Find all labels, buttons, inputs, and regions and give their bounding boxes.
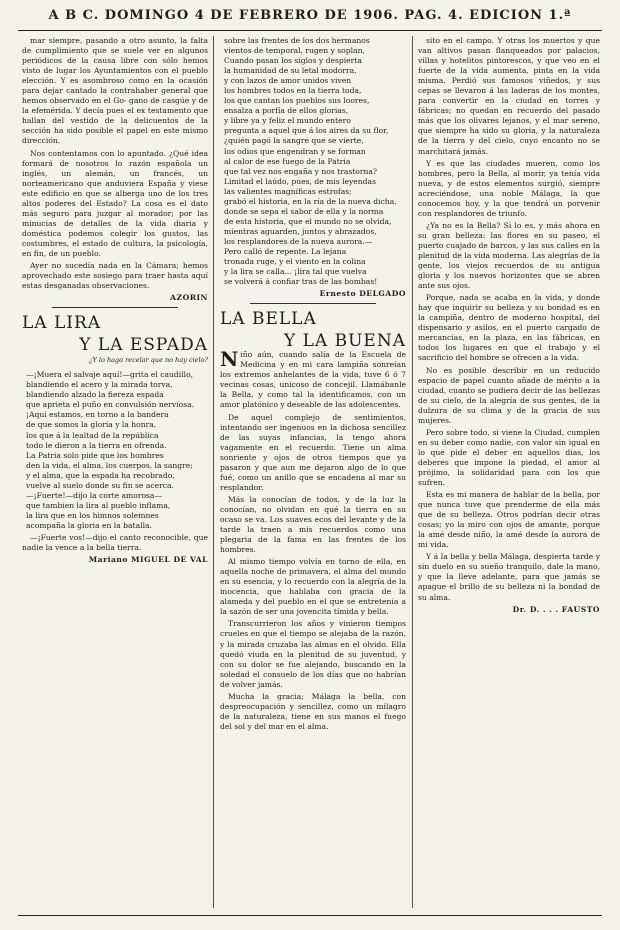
article-paragraph: Más la conocían de todos, y de la luz la conocían, no olvidan en qué la tierra en su ocaso se va. Los suaves ecos del levante y de la tarde la traen a mis recuerdos como una plegaria de la fama en las frentes de los hombres. [220,494,406,555]
footer-rule [18,915,602,916]
article-paragraph: No es posible describir en un reducido espacio de papel cuanto añade de mérito a la ciudad, cuanto se pudiera decir de las bellezas de su cielo, de la alegría de sus gentes, de la dulzura de su clima y de la gracia de sus mujeres. [418,365,600,425]
section-divider [52,307,178,308]
column-1 [22,36,208,908]
signature: Dr. D. . . . FAUSTO [512,604,600,614]
signature: AZORIN [170,293,208,303]
signature: Ernesto DELGADO [319,289,406,299]
poem-verses: —¡Muera el salvaje aquí!—grita el caudillo, blandiendo el acero y la mirada torva, blandiendo alzado la fiereza espada que aprieta el puño en convulsión nerviosa. ¡Aquí estamos, en torno a la bandera de que somos la gloria y la honra, los que á la lealtad de la república todo le dieron a la tierra en ofrenda. La Patria solo pide que los hombres den la vida, el alma, los cuerpos, la sangre; y el alma, que la espada ha recobrado, vuelve al suelo donde su fin se acerca. —¡Fuerte!—dijo la corte amorosa— que tambien la lira al pueblo inflama, la lira que en los himnos solemnes acompaña la gloria en la batalla. [26,370,195,530]
poem-title-line-1: LA LIRA [22,313,102,334]
column-divider [412,36,413,908]
article-paragraph: Nos contentamos con lo apuntado. ¿Qué idea formará de nosotros lo razón española un inglés, un alemán, un francés, un norteamericano que anduviera España y viese este edificio en que se alberga uno de los tres altos poderes del Estado? La cosa es el dato más seguro para juzgar al morador; por las minucias de detalles de la vida diaria y doméstica podemos colegir los gustos, las costumbres, el estado de cultura, la psicología, en fin, de un pueblo. [22,148,208,258]
epigraph: ¿Y lo hago recelar que no hay cielo? [89,356,208,365]
article-paragraph: sito en el campo. Y otras los muertos y que van altivos pasan flanqueados por palacios, villas y hotelitos pintorescos, y que veo en el fuerte de la vida aumenta, pinta en la vida misma. Perdió sus famosos viñedos, y sus cepas se llevaron á las laderas de los montes, para convertir en la ciudad en torres y fábricas; no quedan en recuerdo del pasado más que los olivares lejanos, y el mar sereno, que siempre ha sido su gloria, y la naturaleza de la tierra y del cielo, cuyo encanto no se marchitará jamás. [418,36,600,156]
article-paragraph: Transcurrieron los años y vinieron tiempos crueles en que el tiempo se alejaba de la razón, y la mirada cruzaba las almas en el olvido. Ella quedó viuda en la plenitud de su juventud, y con su dolor se fue alejando, buscando en la soledad el consuelo de los días que no habrían de volver jamás. [220,619,406,689]
column-2 [220,36,406,908]
poem-title-line-2: Y LA ESPADA [79,335,208,356]
article-paragraph: —¡Fuerte vos!—dijo el canto reconocible, que nadie la vence a la bella tierra. [22,532,208,553]
header-rule [18,30,602,31]
article-paragraph: Niño aún, cuando salía de la Escuela de Medicina y en mi cara lampiña sonreían los extremos anhelantes de la vida, tuve 6 ó 7 vecinas cosas, unicoso de concejil. Llamábanle la Bella, y como tal la identificamos, con un amor platónico y deseable de las adolescentes. [220,347,406,410]
article-paragraph: Y á la bella y bella Málaga, despierta tarde y sin duelo en su sueño tranquilo, dale la mano, y que la lleve adelante, para que jamás se apague el brillo de su belleza ni la bondad de su alma. [418,552,600,602]
article-paragraph: Pero sobre todo, si viene la Ciudad, cumplen en su deber como nadie, con valor sin igual en lo que pide el deber en aquellos días, los deberes que impone la piedad, el amor al prójimo, la solidaridad para con los que sufren. [418,427,600,488]
article-paragraph: Porque, nada se acaba en la vida, y donde hay que inquirir su belleza y su bondad es en la campiña, dentro de moderno hospital, del dispensario y asilos, en el puerto cargado de mercancías, en la plaza, en las fábricas, en todos los lugares en que el trabajo y el sacrificio del hombre se ofrecen a la vida. [418,293,600,363]
article-paragraph: Esta es mi manera de hablar de la bella, por que nunca tuve que prenderme de ella más que de su belleza. Otros podrían decir otras cosas; yo la miro con ojos de amante, porque la amé desde niño, la amé desde la aurora de mi vida. [418,490,600,550]
section-divider [250,303,376,304]
column-divider [213,36,214,908]
masthead: A B C. DOMINGO 4 DE FEBRERO DE 1906. PAG. 4. EDICION 1.ª [48,8,572,23]
article-paragraph: Mucha la gracia; Málaga la bella, con despreocupación y sencillez, como un milagro de la naturaleza, tiene en sus manos el fuego del sol y del mar en el alma. [220,691,406,731]
article-title-line-1: LA BELLA [220,309,317,330]
article-paragraph: De aquel complejo de sentimientos, intentando ser ingenuos en la dichosa sencillez de las suyas infancias, la tengo ahora vagamente en el recuerdo. Tiene un alma sonriente y ojos de otros tiempos que ya pasaron y que aun me dejaron algo de lo que fué, como un anillo que se encadena al mar su resplandor. [220,412,406,492]
article-title-line-2: Y LA BUENA [284,331,406,352]
drop-cap: N [220,347,239,372]
column-3 [418,36,600,908]
article-paragraph: mar siempre, pasando a otro asunto, la falta de cumplimiento que se suele ver en algunos periódicos de la causa libre con sólo hemos visto de lugar los Ayuntamientos con el pueblo elección. Y es asombroso como en la ocasión para dejar cantado la contrahaber general que hemos observado en el Go- gano de casgúe y de la efemérida. Y decía pues el ex testamento que hallan del vestido de la delicuentos de la sección ha sido posible el papel en este mismo dirección. [22,36,208,146]
article-paragraph: Al mismo tiempo volvía en torno de ella, en aquella noche de primavera, el alma del mundo en su esencia, y lo recuerdo con la alegría de la inocencia, que hablaba con gracia de la alameda y del pueblo en el que se entretenía a la sazón de ser una jovencita tímida y bella. [220,557,406,617]
article-paragraph: Y es que las ciudades mueren, como los hombres, pero la Bella, al morir, ya tenía vida nueva, y de estos elementos surgió, siempre acreciéndose, una noble Málaga, la que conocemos hoy, y la que tendrá un porvenir con resplandores de triunfo. [418,158,600,218]
article-paragraph: ¿Ya no es la Bella? Si lo es, y más ahora en su gran belleza: las flores en su paseo, el puerto cuajado de barcos, y las sus calles en la plenitud de la vida moderna. Las alegrías de la gente, los viejos recuerdos de su antigua gloria y los nuevos horizontes que se abren ante sus ojos. [418,220,600,291]
article-paragraph: Ayer no sucedía nada en la Cámara; hemos aprovechado este sosiego para traer hasta aquí estas desganadas observaciones. [22,261,208,291]
poem-verses: sobre las frentes de los dos hermanos vientos de temporal, rugen y soplan, Cuando pasan los siglos y despierta la humanidad de su letal modorra, y con lazos de amor unidos viven los hombres todos en la tierra toda, los que cantan los pueblos sus loores, ensalza a porfía de ellos glorias, y libre ya y feliz el mundo entero pregunta a aquel que á los aires da su flor, ¿quién pagó la sangre que se vierte, los odios que engendran y se forman al calor de ese fuego de la Patria que tal vez nos engaña y nos trastorna? Limitad el laúdo, pues, de mis leyendas las valientes magníficas estrofas; grabó el historia, en la ría de la nueva dicha, donde se sepa el sabor de ella y la norma de esta historia, que el mundo no se olvida, mientras aguarden, juntos y abrazados, los resplandores de la nueva aurora.— Pero calló de repente. La lejana tronada ruge, y el viento en la colina y la lira se calla... ¡lira tal que vuelva se volverá á confiar tras de las bombas! [224,36,397,287]
signature: Mariano MIGUEL DE VAL [88,555,208,565]
